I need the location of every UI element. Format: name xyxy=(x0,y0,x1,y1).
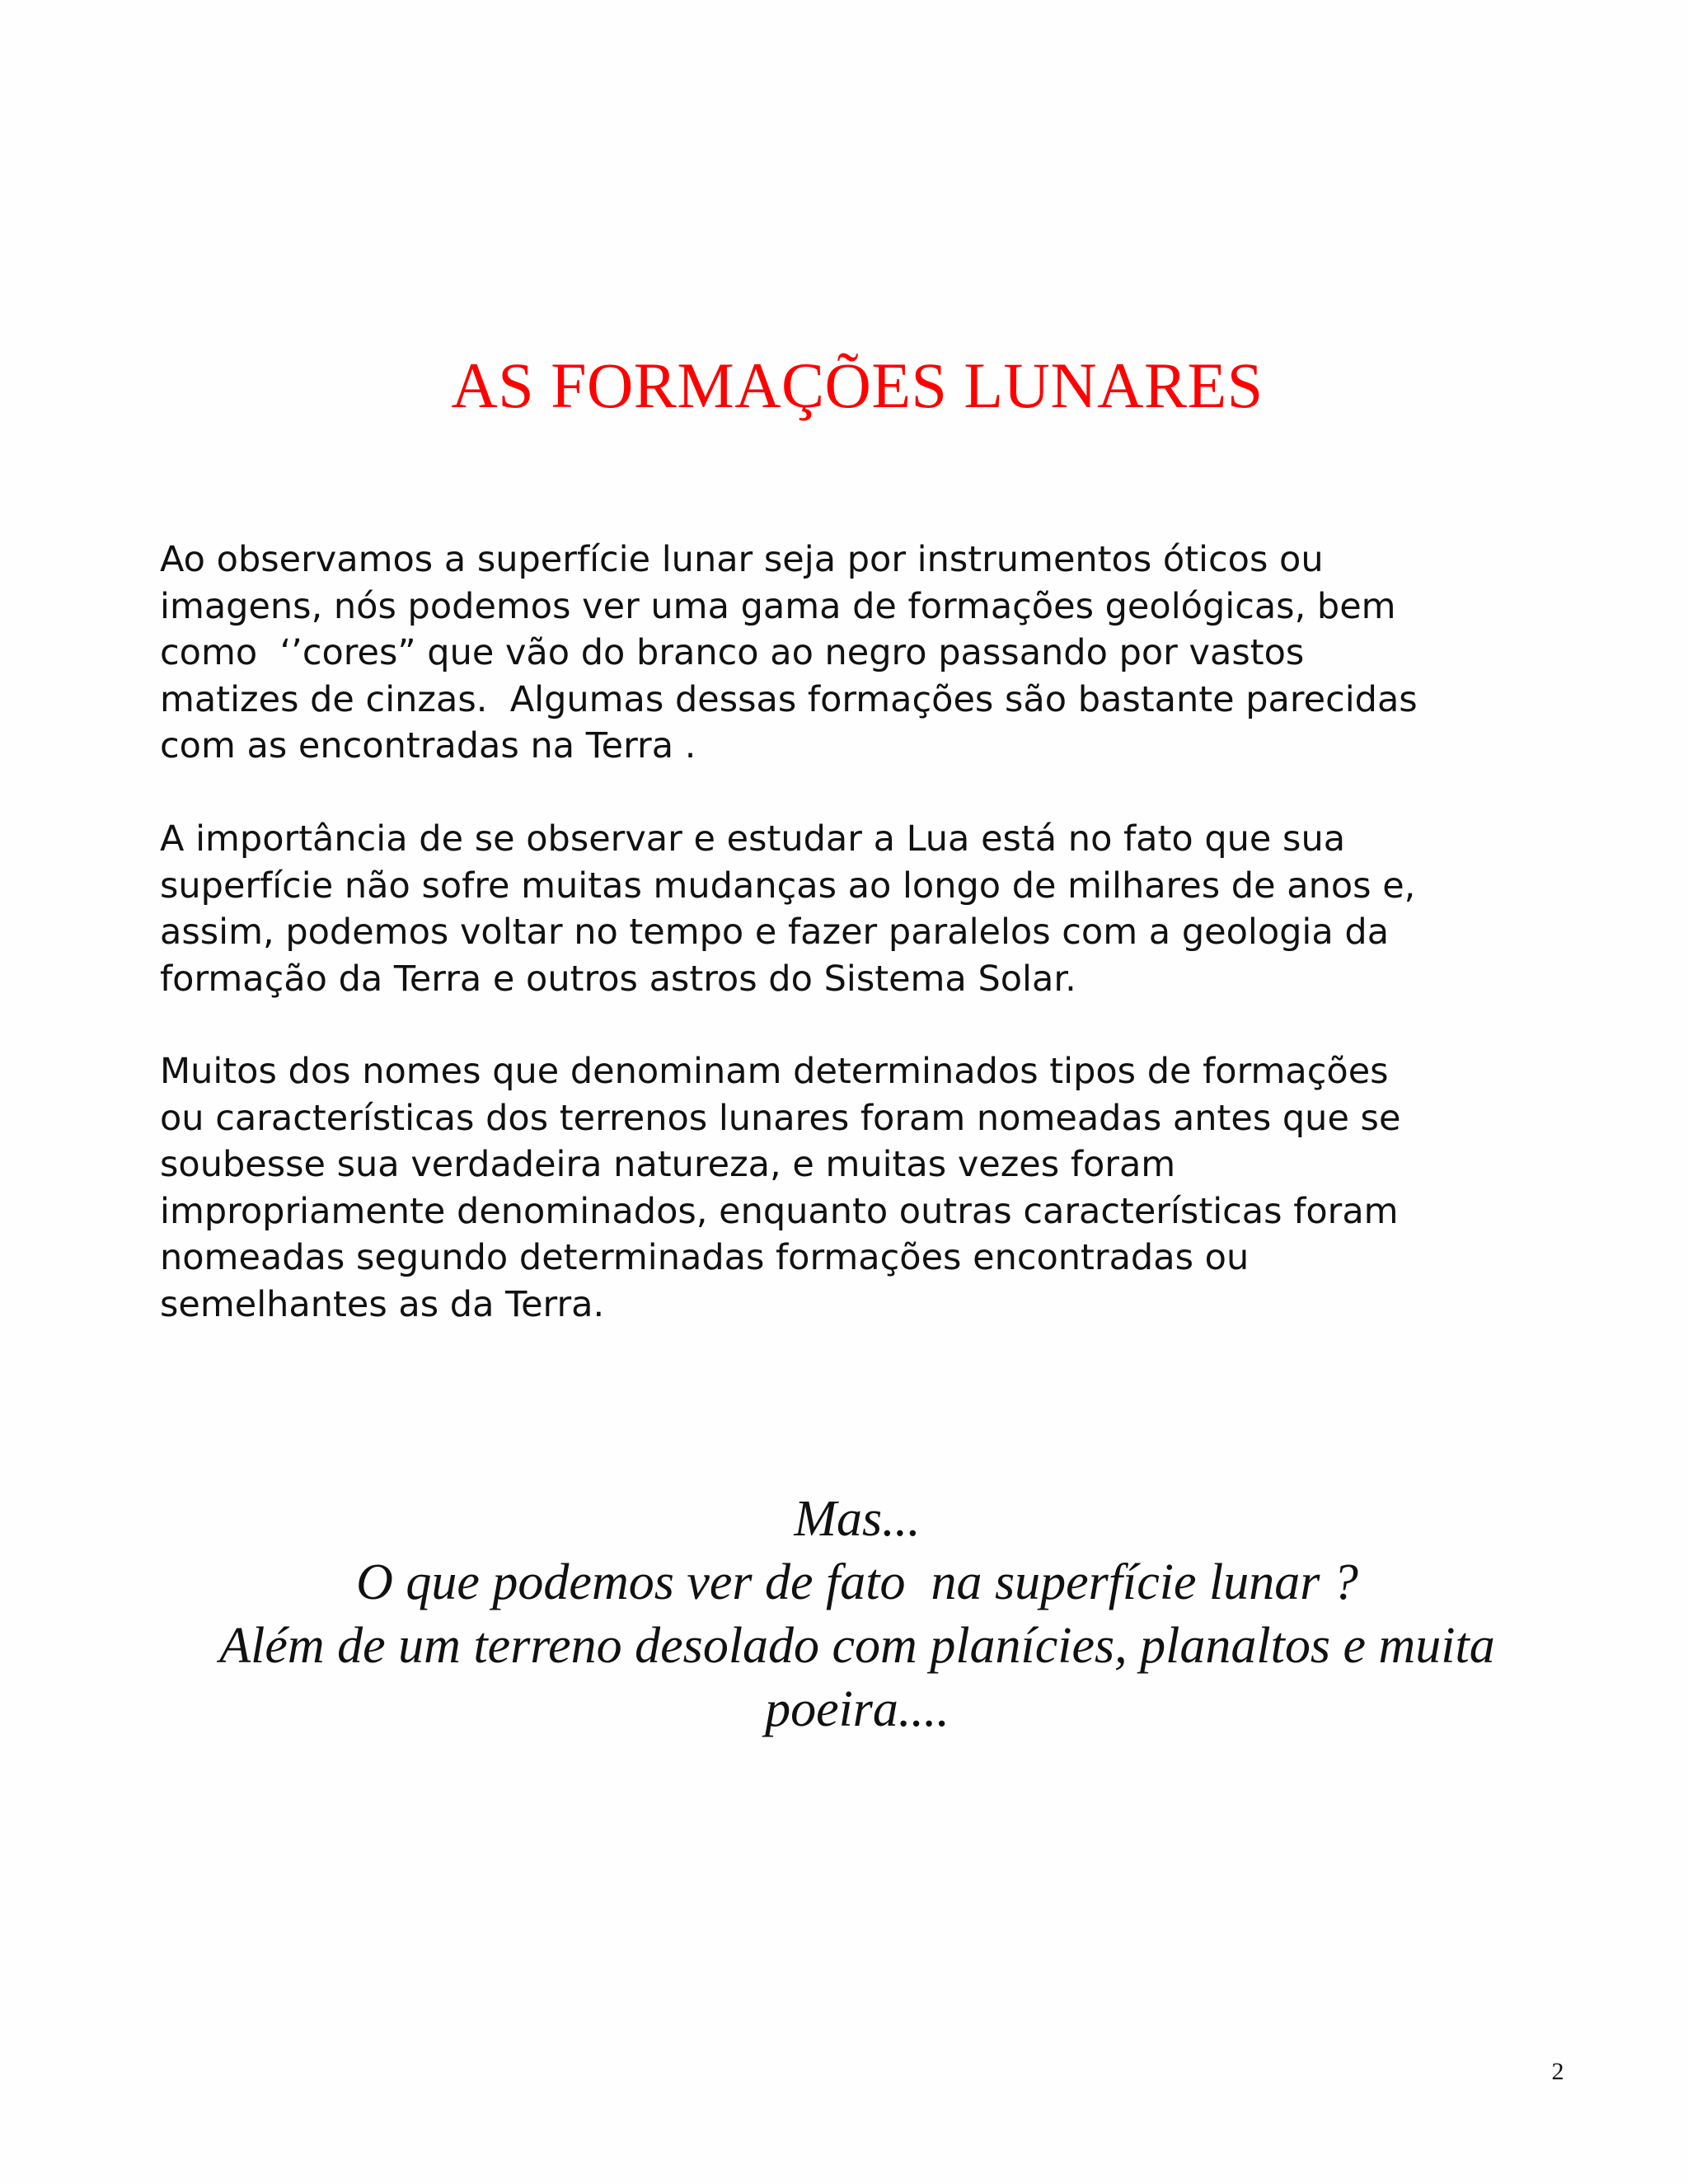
paragraph-line: soubesse sua verdadeira natureza, e muitas vezes foram xyxy=(160,1144,1176,1185)
closing-line: Além de um terreno desolado com planícies, planaltos e muita xyxy=(219,1618,1495,1674)
closing-line: O que podemos ver de fato na superfície lunar ? xyxy=(356,1554,1358,1610)
paragraph-line: A importância de se observar e estudar a Lua está no fato que sua xyxy=(160,818,1346,860)
paragraph-line: Muitos dos nomes que denominam determinados tipos de formações xyxy=(160,1051,1389,1092)
paragraph-intro xyxy=(160,537,1479,770)
page-number: 2 xyxy=(1551,2058,1564,2085)
paragraph-line: imagens, nós podemos ver uma gama de formações geológicas, bem xyxy=(160,585,1396,627)
paragraph-line: nomeadas segundo determinadas formações encontradas ou xyxy=(160,1237,1250,1278)
closing-line: Mas... xyxy=(794,1491,921,1547)
closing-line: poeira.... xyxy=(765,1681,950,1737)
paragraph-importance xyxy=(160,816,1479,1002)
paragraph-names xyxy=(160,1048,1479,1328)
page-title: AS FORMAÇÕES LUNARES xyxy=(451,349,1264,421)
paragraph-line: formação da Terra e outros astros do Sistema Solar. xyxy=(160,958,1076,1000)
closing-question xyxy=(0,1488,1688,1741)
paragraph-line: ou características dos terrenos lunares foram nomeadas antes que se xyxy=(160,1097,1401,1139)
paragraph-line: matizes de cinzas. Algumas dessas formações são bastante parecidas xyxy=(160,678,1418,720)
paragraph-line: superfície não sofre muitas mudanças ao longo de milhares de anos e, xyxy=(160,865,1416,907)
paragraph-line: impropriamente denominados, enquanto outras características foram xyxy=(160,1190,1399,1232)
paragraph-line: com as encontradas na Terra . xyxy=(160,725,696,766)
paragraph-line: como ‘’cores” que vão do branco ao negro passando por vastos xyxy=(160,632,1305,673)
paragraph-line: semelhantes as da Terra. xyxy=(160,1283,605,1325)
paragraph-line: assim, podemos voltar no tempo e fazer paralelos com a geologia da xyxy=(160,912,1390,953)
paragraph-line: Ao observamos a superfície lunar seja por instrumentos óticos ou xyxy=(160,539,1324,580)
